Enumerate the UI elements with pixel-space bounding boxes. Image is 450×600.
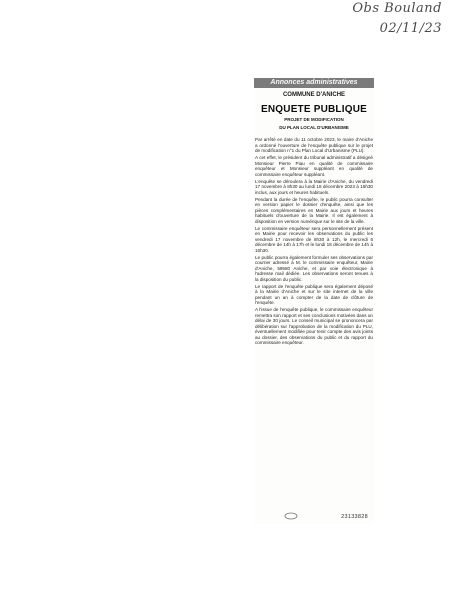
body-paragraph: Par arrêté en date du 11 octobre 2023, le maire d'Aniche a ordonné l'ouverture de l'enquête publique sur le projet de modification n°1 du Plan Local d'Urbanisme (PLU).	[255, 137, 373, 153]
publisher-logo-icon	[284, 512, 298, 520]
body-paragraph: A l'issue de l'enquête publique, le commissaire enquêteur remettra son rapport et ses conclusions motivées dans un délai de 30 jours. Le conseil municipal se prononcera par délibération sur l'approbation de la modification du PLU, éventuellement modifiée pour tenir compte des avis joints au dossier, des observations du public et du rapport du commissaire enquêteur.	[255, 307, 373, 345]
body-paragraph: Le commissaire enquêteur sera personnellement présent en Mairie pour recevoir les observations du public les vendredi 17 novembre de 8h30 à 12h, le mercredi 6 décembre de 14h à 17h et le lundi 18 décembre de 14h à 16h30.	[255, 225, 373, 253]
commune-name: COMMUNE D'ANICHE	[282, 92, 346, 98]
clipping-reference-number: 23133828	[341, 514, 368, 520]
notice-subhead-1: PROJET DE MODIFICATION	[284, 117, 344, 122]
annotation-source: Obs Bouland	[352, 1, 442, 16]
body-paragraph: Pendant la durée de l'enquête, le public pourra consulter en version papier le dossier d'enquête, ainsi que les pièces complémentaires en Mairie aux jours et heures habituels d'ouverture de la Mairie. Il est également à disposition en version numérique sur le site de la ville.	[255, 196, 373, 224]
body-paragraph: L'enquête se déroulera à la Mairie d'Aniche, du vendredi 17 novembre à 8h30 au lundi 18 décembre 2023 à 16h30 inclus, aux jours et heures habituels.	[255, 178, 373, 195]
body-paragraph: Le rapport de l'enquête publique sera également déposé à la Mairie d'Aniche et sur le site internet de la ville pendant un an à compter de la date de clôture de l'enquête.	[255, 283, 373, 305]
clipping-footer	[254, 510, 374, 520]
section-band: Annonces administratives	[254, 78, 374, 88]
body-paragraph: Le public pourra également formuler ses observations par courrier adressé à M. le commissaire enquêteur, Mairie d'Aniche, 59580 Aniche, et par voie électronique à l'adresse mail dédiée. Les observations seront tenues à la disposition du public.	[255, 254, 373, 282]
notice-subhead-2: DU PLAN LOCAL D'URBANISME	[279, 125, 349, 130]
newspaper-clipping	[254, 78, 374, 524]
handwritten-annotation	[352, 2, 442, 36]
notice-headline: ENQUETE PUBLIQUE	[261, 104, 367, 115]
annotation-date: 02/11/23	[379, 21, 442, 36]
notice-body	[254, 137, 374, 346]
body-paragraph: A cet effet, le président du tribunal administratif a désigné Monsieur Pierre Piau en qualité de commissaire enquêteur et Monsieur suppléant en qualité de commissaire enquêteur suppléant.	[255, 155, 373, 177]
